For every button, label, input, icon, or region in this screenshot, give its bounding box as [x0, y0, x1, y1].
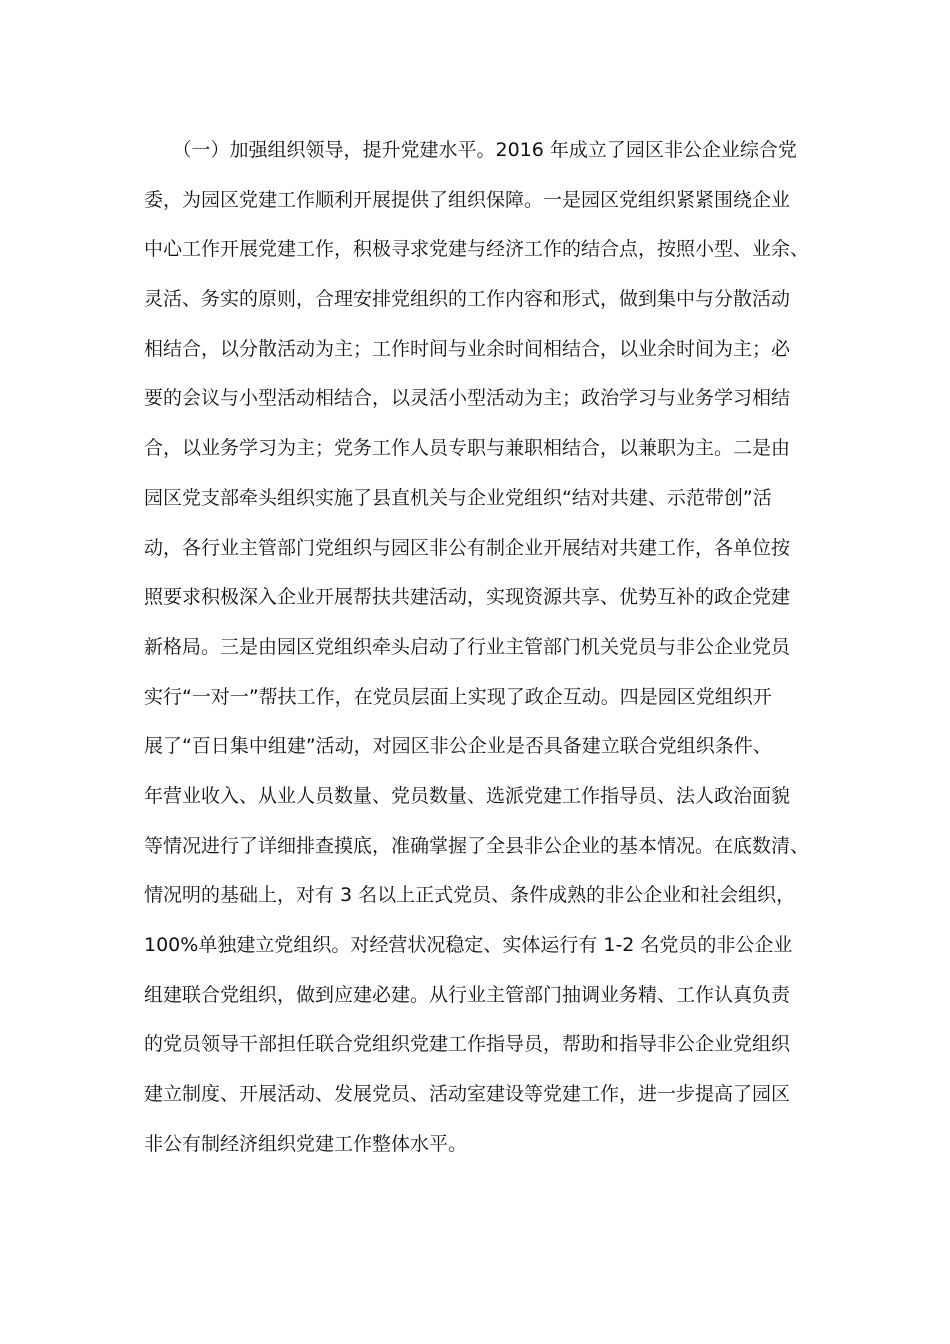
paragraph-line-10: 照要求积极深入企业开展帮扶共建活动，实现资源共享、优势互补的政企党建 — [144, 586, 791, 609]
paragraph-line-13: 展了“百日集中组建”活动，对园区非公企业是否具备建立联合党组织条件、 — [144, 735, 772, 758]
paragraph-line-12: 实行“一对一”帮扶工作，在党员层面上实现了政企互动。四是园区党组织开 — [144, 685, 772, 708]
paragraph-line-2: 委，为园区党建工作顺利开展提供了组织保障。一是园区党组织紧紧围绕企业 — [144, 188, 791, 211]
body-paragraph — [144, 131, 834, 1174]
paragraph-line-17: 100%单独建立党组织。对经营状况稳定、实体运行有 1-2 名党员的非公企业 — [144, 934, 793, 956]
paragraph-line-20: 建立制度、开展活动、发展党员、活动室建设等党建工作，进一步提高了园区 — [144, 1083, 791, 1106]
paragraph-line-3: 中心工作开展党建工作，积极寻求党建与经济工作的结合点，按照小型、业余、 — [144, 238, 810, 261]
paragraph-line-11: 新格局。三是由园区党组织牵头启动了行业主管部门机关党员与非公企业党员 — [144, 635, 791, 658]
paragraph-line-7: 合，以业务学习为主；党务工作人员专职与兼职相结合，以兼职为主。二是由 — [144, 437, 791, 460]
paragraph-line-9: 动，各行业主管部门党组织与园区非公有制企业开展结对共建工作，各单位按 — [144, 536, 791, 559]
paragraph-line-18: 组建联合党组织，做到应建必建。从行业主管部门抽调业务精、工作认真负责 — [144, 983, 791, 1006]
paragraph-line-1: （一）加强组织领导，提升党建水平。2016 年成立了园区非公企业综合党 — [144, 139, 797, 161]
paragraph-line-5: 相结合，以分散活动为主；工作时间与业余时间相结合，以业余时间为主；必 — [144, 337, 791, 360]
paragraph-line-4: 灵活、务实的原则，合理安排党组织的工作内容和形式，做到集中与分散活动 — [144, 288, 791, 311]
paragraph-line-21: 非公有制经济组织党建工作整体水平。 — [144, 1132, 468, 1155]
paragraph-line-19: 的党员领导干部担任联合党组织党建工作指导员，帮助和指导非公企业党组织 — [144, 1033, 791, 1056]
paragraph-line-6: 要的会议与小型活动相结合，以灵活小型活动为主；政治学习与业务学习相结 — [144, 387, 791, 410]
paragraph-line-14: 年营业收入、从业人员数量、党员数量、选派党建工作指导员、法人政治面貌 — [144, 784, 791, 807]
paragraph-line-15: 等情况进行了详细排查摸底，准确掌握了全县非公企业的基本情况。在底数清、 — [144, 834, 810, 857]
paragraph-line-8: 园区党支部牵头组织实施了县直机关与企业党组织“结对共建、示范带创”活 — [144, 486, 772, 509]
paragraph-line-16: 情况明的基础上，对有 3 名以上正式党员、条件成熟的非公企业和社会组织， — [144, 884, 796, 907]
